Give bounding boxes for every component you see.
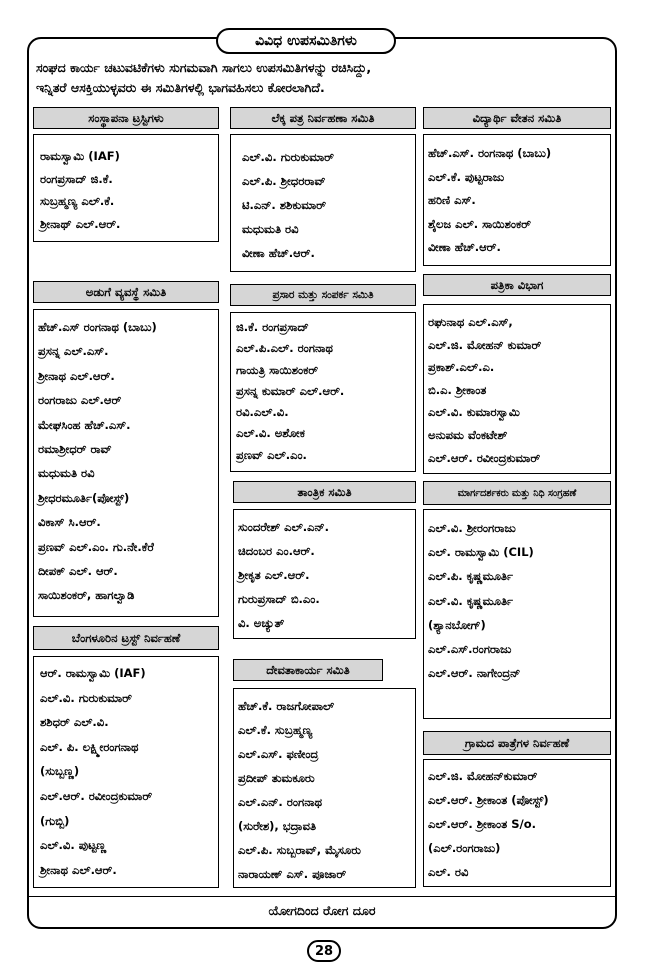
village-list: [428, 764, 549, 884]
publicity-list: [236, 317, 344, 466]
list-item: ಎಲ್. ಪಿ. ಲಕ್ಷ್ಮೀರಂಗನಾಥ: [40, 739, 139, 754]
list-item: ಪ್ರಸನ್ನ ಕುಮಾರ್ ಎಲ್.ಆರ್.: [236, 383, 345, 398]
list-item: ಎಲ್.ಜಿ. ಮೋಹನ್‌ಕುಮಾರ್: [428, 769, 538, 783]
publicity-header: ಪ್ರಸಾರ ಮತ್ತು ಸಂಪರ್ಕ ಸಮಿತಿ: [230, 284, 416, 306]
list-item: ಎಲ್.ಆರ್. ನಾಗೇಂದ್ರನ್: [428, 666, 521, 681]
scholarship-header: ವಿದ್ಯಾರ್ಥಿ ವೇತನ ಸಮಿತಿ: [423, 107, 611, 129]
list-item: ಶ್ರೀಧರಮೂರ್ತಿ(ಪೋಸ್ಟ್): [38, 490, 130, 505]
list-item: ವೀಣಾ ಹೆಚ್.ಆರ್.: [428, 240, 501, 254]
list-item: ಪ್ರಣವ್ ಎಲ್.ಎಂ.: [236, 447, 307, 462]
list-item: ವಿ. ಅಚ್ಯುತ್: [238, 616, 285, 630]
page-title: ವಿವಿಧ ಉಪಸಮಿತಿಗಳು: [216, 28, 396, 54]
list-item: ಎಲ್. ರಾಮಸ್ವಾಮಿ (CIL): [428, 545, 534, 560]
list-item: ನಾರಾಯಣ್ ಎಸ್. ಪೂಜಾರ್: [238, 867, 347, 881]
page-number: 28: [307, 940, 341, 962]
list-item: ಎಲ್.ಪಿ.ಎಲ್. ರಂಗನಾಥ: [236, 341, 333, 356]
list-item: ರಂಗರಾಜು ಎಲ್.ಆರ್: [38, 393, 122, 408]
temple-header: ದೇವತಾಕಾರ್ಯ ಸಮಿತಿ: [233, 659, 383, 681]
guidance-list: [428, 516, 534, 685]
list-item: ಮಧುಮತಿ ರವಿ: [38, 466, 95, 481]
list-item: ರಮಾಶ್ರೀಧರ್ ರಾವ್: [38, 442, 112, 457]
list-item: ಎಲ್.ಆರ್. ರವೀಂದ್ರಕುಮಾರ್: [428, 450, 541, 465]
list-item: ಪ್ರದೀಪ್ ತುಮಕೂರು: [238, 771, 315, 785]
list-item: ಚಿದಂಬರ ಎಂ.ಆರ್.: [238, 544, 315, 558]
footer-divider: [27, 896, 617, 897]
scholarship-list: [428, 142, 551, 260]
list-item: ರಾಮಸ್ವಾಮಿ (IAF): [40, 149, 120, 163]
list-item: ರಘುನಾಥ ಎಲ್.ಎಸ್,: [428, 315, 513, 329]
intro-line-2: ಇನ್ನಿತರೆ ಆಸಕ್ತಿಯುಳ್ಳವರು ಈ ಸಮಿತಿಗಳಲ್ಲಿ ಭಾಗವಹಿಸಲು ಕೋರಲಾಗಿದೆ.: [36, 80, 325, 95]
list-item: ಸಾಯಿಶಂಕರ್, ಹಾಗಲ್ವಾಡಿ: [38, 588, 135, 603]
list-item: ಹೆಚ್.ಎಸ್ ರಂಗನಾಥ (ಬಾಬು): [38, 320, 157, 334]
footer-slogan: ಯೋಗದಿಂದ ರೋಗ ದೂರ: [268, 903, 376, 918]
list-item: (ಶ್ಯಾನಬೋಗ್): [428, 617, 486, 632]
list-item: ದೀಪಕ್ ಎಲ್. ಆರ್.: [38, 564, 118, 579]
bangalore-trust-header: ಬೆಂಗಳೂರಿನ ಟ್ರಸ್ಟ್ ನಿರ್ವಹಣೆ: [33, 626, 219, 650]
list-item: ಎಲ್.ಆರ್. ಶ್ರೀಕಾಂತ (ಪೋಸ್ಟ್): [428, 793, 549, 807]
founders-header: ಸಂಸ್ಥಾಪನಾ ಟ್ರಸ್ಟಿಗಳು: [33, 107, 219, 129]
list-item: ಮೇಘಸಿಂಹ ಹೆಚ್.ಎಸ್.: [38, 417, 131, 432]
list-item: ಪ್ರಣವ್ ಎಲ್.ಎಂ. ಗು.ನೇ.ಕೆರೆ: [38, 539, 154, 554]
list-item: ಟಿ.ಎನ್. ಶಶಿಕುಮಾರ್: [242, 198, 326, 212]
list-item: ಶ್ರೀನಾಥ್ ಎಲ್.ಆರ್.: [40, 216, 121, 231]
list-item: ಪ್ರಸನ್ನ ಎಲ್.ಎಸ್.: [38, 344, 109, 359]
list-item: ವೀಣಾ ಹೆಚ್.ಆರ್.: [242, 246, 315, 260]
list-item: ಶ್ರೀನಾಥ ಎಲ್.ಆರ್.: [38, 368, 115, 383]
list-item: ವಿಕಾಸ್ ಸಿ.ಆರ್.: [38, 515, 101, 530]
list-item: ಎಲ್.ಕೆ. ಸುಬ್ರಹ್ಮಣ್ಯ: [238, 723, 313, 737]
kitchen-header: ಅಡುಗೆ ವ್ಯವಸ್ಥೆ ಸಮಿತಿ: [33, 281, 219, 303]
list-item: ಎಲ್.ವಿ. ಗುರುಕುಮಾರ್: [40, 690, 132, 705]
list-item: ಬಿ.ಎ. ಶ್ರೀಕಾಂತ: [428, 382, 487, 397]
list-item: ಶ್ರೀಕೃತ ಎಲ್.ಆರ್.: [238, 568, 310, 582]
accounts-list: [242, 145, 334, 265]
list-item: (ಸುಬ್ಬಣ್ಣ): [40, 764, 80, 779]
press-header: ಪತ್ರಿಕಾ ವಿಭಾಗ: [423, 274, 611, 296]
village-header: ಗ್ರಾಮದ ಪಾತ್ರೆಗಳ ನಿರ್ವಹಣೆ: [423, 731, 611, 755]
list-item: ರವಿ.ಎಲ್.ವಿ.: [236, 405, 289, 420]
list-item: ಪ್ರಕಾಶ್.ಎಲ್.ಎ.: [428, 360, 495, 375]
list-item: ಎಲ್.ವಿ. ಕೃಷ್ಣಮೂರ್ತಿ: [428, 593, 514, 608]
list-item: ಎಲ್.ಆರ್. ರವೀಂದ್ರಕುಮಾರ್: [40, 788, 153, 803]
press-list: [428, 311, 541, 469]
list-item: ಎಲ್.ವಿ. ಶ್ರೀರಂಗರಾಜು: [428, 521, 516, 535]
list-item: ಹೆಚ್.ಕೆ. ರಾಜಗೋಪಾಲ್: [238, 699, 335, 713]
list-item: ಆರ್. ರಾಮಸ್ವಾಮಿ (IAF): [40, 666, 146, 680]
list-item: ಶೈಲಜ ಎಲ್. ಸಾಯಿಶಂಕರ್: [428, 216, 531, 231]
list-item: (ಎಲ್.ರಂಗರಾಜು): [428, 841, 501, 855]
accounts-header: ಲೆಕ್ಕ ಪತ್ರ ನಿರ್ವಹಣಾ ಸಮಿತಿ: [230, 107, 416, 129]
list-item: ಎಲ್.ಎನ್. ರಂಗನಾಥ: [238, 795, 323, 809]
list-item: (ಸುರೇಶ), ಭದ್ರಾವತಿ: [238, 819, 317, 833]
list-item: (ಗುಬ್ಬಿ): [40, 813, 70, 828]
list-item: ಜಿ.ಕೆ. ರಂಗಪ್ರಸಾದ್: [236, 320, 309, 334]
list-item: ಸುಬ್ರಹ್ಮಣ್ಯ ಎಲ್.ಕೆ.: [40, 194, 115, 208]
list-item: ಹೆಚ್.ಎಸ್. ರಂಗನಾಥ (ಬಾಬು): [428, 146, 552, 160]
list-item: ಎಲ್.ಎಸ್. ಫಣೀಂದ್ರ: [238, 747, 319, 761]
list-item: ಗುರುಪ್ರಸಾದ್ ಬಿ.ಎಂ.: [238, 592, 320, 606]
list-item: ಎಲ್.ವಿ. ಗುರುಕುಮಾರ್: [242, 150, 334, 164]
list-item: ಶಶಿಧರ್ ಎಲ್.ವಿ.: [40, 715, 109, 730]
list-item: ಎಲ್. ರವಿ: [428, 865, 469, 879]
list-item: ರಂಗಪ್ರಸಾದ್ ಜಿ.ಕೆ.: [40, 171, 113, 186]
list-item: ಎಲ್.ವಿ. ಅಶೋಕ: [236, 426, 305, 441]
list-item: ಮಧುಮತಿ ರವಿ: [242, 222, 299, 236]
list-item: ಅನುಪಮ ವೆಂಕಟೇಶ್: [428, 427, 508, 442]
list-item: ಎಲ್.ಕೆ. ಪುಟ್ಟರಾಜು: [428, 169, 505, 184]
kitchen-list: [38, 315, 157, 608]
list-item: ಶ್ರೀನಾಥ ಎಲ್.ಆರ್.: [40, 862, 117, 877]
list-item: ಎಲ್.ವಿ. ಕುಮಾರಸ್ವಾಮಿ: [428, 405, 520, 420]
bangalore-trust-list: [40, 661, 152, 882]
founders-list: [40, 145, 120, 235]
guidance-header: ಮಾರ್ಗದರ್ಶಕರು ಮತ್ತು ನಿಧಿ ಸಂಗ್ರಹಣೆ: [423, 481, 611, 505]
intro-line-1: ಸಂಘದ ಕಾರ್ಯ ಚಟುವಟಿಕೆಗಳು ಸುಗಮವಾಗಿ ಸಾಗಲು ಉಪಸಮಿತಿಗಳನ್ನು ರಚಿಸಿದ್ದು,: [36, 60, 372, 75]
list-item: ಎಲ್.ಪಿ. ಶ್ರೀಧರರಾವ್: [242, 174, 326, 188]
list-item: ಎಲ್.ವಿ. ಪುಟ್ಟಣ್ಣ: [40, 838, 107, 853]
technical-header: ತಾಂತ್ರಿಕ ಸಮಿತಿ: [233, 481, 416, 503]
list-item: ಎಲ್.ಪಿ. ಕೃಷ್ಣಮೂರ್ತಿ: [428, 569, 513, 584]
list-item: ಸುಂದರೇಶ್ ಎಲ್.ಎನ್.: [238, 520, 329, 534]
technical-list: [238, 515, 329, 635]
list-item: ಎಲ್.ಎಸ್.ರಂಗರಾಜು: [428, 642, 512, 657]
list-item: ಎಲ್.ಜಿ. ಮೋಹನ್ ಕುಮಾರ್: [428, 337, 542, 352]
list-item: ಹರಿಣಿ ಎಸ್.: [428, 193, 476, 207]
list-item: ಗಾಯತ್ರಿ ಸಾಯಿಶಂಕರ್: [236, 362, 319, 377]
list-item: ಎಲ್.ಪಿ. ಸುಬ್ಬರಾವ್, ಮೈಸೂರು: [238, 843, 361, 857]
temple-list: [238, 694, 361, 886]
list-item: ಎಲ್.ಆರ್. ಶ್ರೀಕಾಂತ S/o.: [428, 817, 537, 831]
